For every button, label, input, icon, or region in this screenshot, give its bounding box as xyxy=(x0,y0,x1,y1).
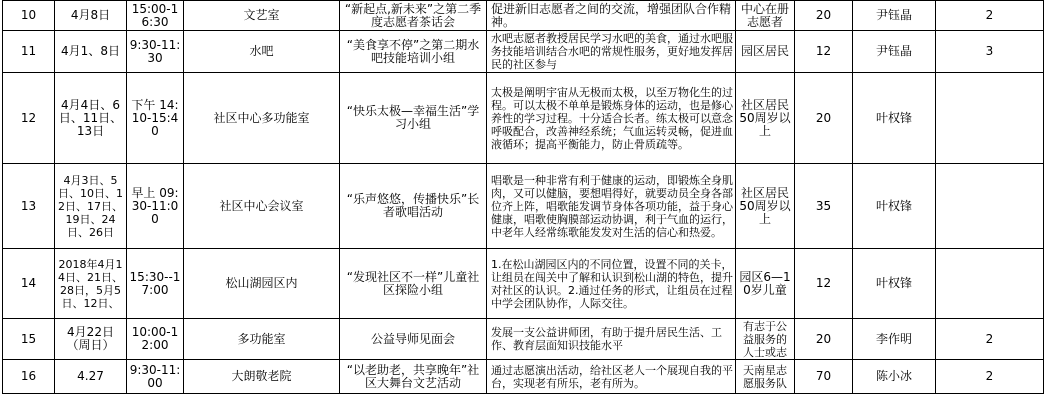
date-cell: 4月1、8日 xyxy=(55,31,127,73)
description-cell: 唱歌是一种非常有利于健康的运动，即锻炼全身肌肉，又可以健脑，要想唱得好，就要动员全身各部位齐上阵，唱歌能发调节身体各项功能，益于身心健康，唱歌使胸膜部运动协调，利于气血的运行，中老年人经常练歌能发发对生活的信心和热爱。 xyxy=(487,164,736,249)
sessions-cell xyxy=(936,73,1044,164)
description-cell: 太极是阐明宇宙从无极而太极，以至万物化生的过程。可以太极不单单是锻炼身体的运动，也是修心养性的学习过程。十分适合长者。练太极可以意念呼吸配合，改善神经系统；气血运转灵畅，促进血液循环；提高平衡能力，防止骨质疏等。 xyxy=(487,73,736,164)
row-number: 16 xyxy=(3,360,55,394)
time-cell: 9:30-11:30 xyxy=(127,31,184,73)
row-number: 11 xyxy=(3,31,55,73)
sessions-cell xyxy=(936,249,1044,319)
target-cell: 园区居民 xyxy=(736,31,795,73)
time-cell: 15:00-16:30 xyxy=(127,1,184,31)
row-number: 14 xyxy=(3,249,55,319)
target-cell: 园区6—10岁儿童 xyxy=(736,249,795,319)
date-cell: 4月8日 xyxy=(55,1,127,31)
table-row xyxy=(3,360,1044,394)
place-cell: 水吧 xyxy=(184,31,340,73)
leader-cell: 陈小冰 xyxy=(853,360,936,394)
activity-title-cell: “快乐太极—幸福生活”学习小组 xyxy=(340,73,487,164)
description-cell: 促进新旧志愿者之间的交流，增强团队合作精神。 xyxy=(487,1,736,31)
place-cell: 大朗敬老院 xyxy=(184,360,340,394)
activity-title-cell: “发现社区不一样”儿童社区探险小组 xyxy=(340,249,487,319)
target-cell: 社区居民50周岁以上 xyxy=(736,73,795,164)
count-cell: 12 xyxy=(795,31,853,73)
time-cell: 早上 09:30-11:00 xyxy=(127,164,184,249)
sessions-cell: 2 xyxy=(936,360,1044,394)
date-cell: 4月22日（周日） xyxy=(55,319,127,360)
table-row xyxy=(3,249,1044,319)
table-row xyxy=(3,1,1044,31)
table-row xyxy=(3,164,1044,249)
time-cell: 9:30-11:00 xyxy=(127,360,184,394)
activity-title-cell: “美食享不停”之第二期水吧技能培训小组 xyxy=(340,31,487,73)
activity-title-cell: “以老助老，共享晚年”社区大舞台文艺活动 xyxy=(340,360,487,394)
date-cell: 4.27 xyxy=(55,360,127,394)
description-cell: 水吧志愿者教授居民学习水吧的美食，通过水吧服务技能培训结合水吧的常规性服务，更好地发挥居民的社区参与 xyxy=(487,31,736,73)
place-cell: 文艺室 xyxy=(184,1,340,31)
time-cell: 10:00-12:00 xyxy=(127,319,184,360)
count-cell: 35 xyxy=(795,164,853,249)
activity-title-cell: “新起点,新未来”之第二季度志愿者茶话会 xyxy=(340,1,487,31)
leader-cell: 尹钰晶 xyxy=(853,31,936,73)
count-cell: 20 xyxy=(795,73,853,164)
table-row xyxy=(3,319,1044,360)
sessions-cell: 2 xyxy=(936,1,1044,31)
count-cell: 12 xyxy=(795,249,853,319)
row-number: 10 xyxy=(3,1,55,31)
table-row xyxy=(3,31,1044,73)
row-number: 13 xyxy=(3,164,55,249)
count-cell: 70 xyxy=(795,360,853,394)
leader-cell: 李作明 xyxy=(853,319,936,360)
table-row xyxy=(3,73,1044,164)
description-cell: 通过志愿演出活动，给社区老人一个展现自我的平台，实现老有所乐，老有所为。 xyxy=(487,360,736,394)
target-cell: 有志于公益服务的人士或志 xyxy=(736,319,795,360)
leader-cell: 叶权锋 xyxy=(853,164,936,249)
leader-cell: 叶权锋 xyxy=(853,73,936,164)
target-cell: 天南星志愿服务队 xyxy=(736,360,795,394)
place-cell: 社区中心会议室 xyxy=(184,164,340,249)
row-number: 15 xyxy=(3,319,55,360)
sessions-cell: 2 xyxy=(936,319,1044,360)
activity-title-cell: 公益导师见面会 xyxy=(340,319,487,360)
target-cell: 中心在册志愿者 xyxy=(736,1,795,31)
date-cell: 2018年4月14日、21日、28日，5月5日、12日、 xyxy=(55,249,127,319)
place-cell: 多功能室 xyxy=(184,319,340,360)
place-cell: 社区中心多功能室 xyxy=(184,73,340,164)
sessions-cell xyxy=(936,164,1044,249)
row-number: 12 xyxy=(3,73,55,164)
count-cell: 20 xyxy=(795,319,853,360)
leader-cell: 尹钰晶 xyxy=(853,1,936,31)
description-cell: 发展一支公益讲师团，有助于提升居民生活、工作、教育层面知识技能水平 xyxy=(487,319,736,360)
activity-title-cell: “乐声悠悠，传播快乐”长者歌唱活动 xyxy=(340,164,487,249)
date-cell: 4月4日、6日、11日、13日 xyxy=(55,73,127,164)
description-cell: 1.在松山湖园区内的不同位置，设置不同的关卡，让组员在闯关中了解和认识到松山湖的特色，提升对社区的认识。2.通过任务的形式，让组员在过程中学会团队协作，人际交往。 xyxy=(487,249,736,319)
leader-cell: 叶权锋 xyxy=(853,249,936,319)
target-cell: 社区居民50周岁以上 xyxy=(736,164,795,249)
time-cell: 15:30--17:00 xyxy=(127,249,184,319)
sessions-cell: 3 xyxy=(936,31,1044,73)
time-cell: 下午 14:10-15:40 xyxy=(127,73,184,164)
place-cell: 松山湖园区内 xyxy=(184,249,340,319)
count-cell: 20 xyxy=(795,1,853,31)
date-cell: 4月3日、5日、10日、12日、17日、19日、24日、26日 xyxy=(55,164,127,249)
activity-table xyxy=(2,0,1044,394)
